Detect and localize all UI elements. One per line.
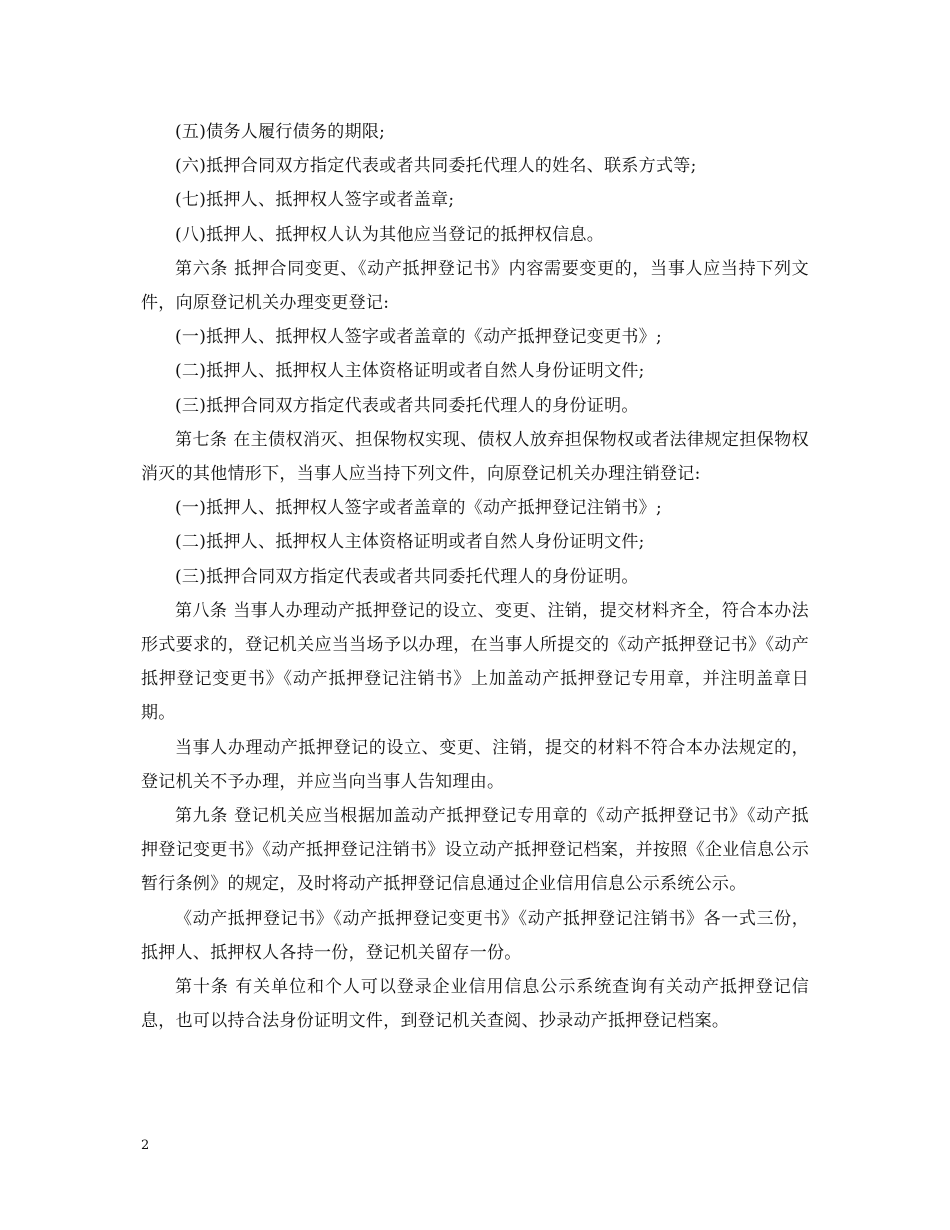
article-7-item-3: (三)抵押合同双方指定代表或者共同委托代理人的身份证明。 [175,566,639,587]
article-9-paragraph-2: 《动产抵押登记书》《动产抵押登记变更书》《动产抵押登记注销书》各一式三份，抵押人、抵押权人各持一份，登记机关留存一份。 [141,908,809,963]
article-8-paragraph-2: 当事人办理动产抵押登记的设立、变更、注销，提交的材料不符合本办法规定的，登记机关不予办理，并应当向当事人告知理由。 [141,737,809,792]
article-7-item-2: (二)抵押人、抵押权人主体资格证明或者自然人身份证明文件; [175,532,645,553]
article-9: 第九条 登记机关应当根据加盖动产抵押登记专用章的《动产抵押登记书》《动产抵押登记变更书》《动产抵押登记注销书》设立动产抵押登记档案，并按照《企业信息公示暂行条例》的规定，及时将动产抵押登记信息通过企业信用信息公示系统公示。 [141,806,809,895]
page-number: 2 [141,1138,150,1153]
paragraph-item-7: (七)抵押人、抵押权人签字或者盖章; [175,190,455,211]
article-10: 第十条 有关单位和个人可以登录企业信用信息公示系统查询有关动产抵押登记信息，也可以持合法身份证明文件，到登记机关查阅、抄录动产抵押登记档案。 [141,977,809,1032]
paragraph-item-5: (五)债务人履行债务的期限; [175,122,386,142]
article-6-item-3: (三)抵押合同双方指定代表或者共同委托代理人的身份证明。 [175,395,639,416]
article-6: 第六条 抵押合同变更、《动产抵押登记书》内容需要变更的，当事人应当持下列文件，向原登记机关办理变更登记: [141,258,809,314]
paragraph-item-6: (六)抵押合同双方指定代表或者共同委托代理人的姓名、联系方式等; [175,156,697,177]
article-8: 第八条 当事人办理动产抵押登记的设立、变更、注销，提交材料齐全，符合本办法形式要求的，登记机关应当当场予以办理，在当事人所提交的《动产抵押登记书》《动产抵押登记变更书》《动产抵押登记注销书》上加盖动产抵押登记专用章，并注明盖章日期。 [141,600,809,724]
article-7-item-1: (一)抵押人、抵押权人签字或者盖章的《动产抵押登记注销书》; [175,498,662,519]
article-7: 第七条 在主债权消灭、担保物权实现、债权人放弃担保物权或者法律规定担保物权消灭的其他情形下，当事人应当持下列文件，向原登记机关办理注销登记: [141,429,809,485]
article-6-item-1: (一)抵押人、抵押权人签字或者盖章的《动产抵押登记变更书》; [175,327,662,348]
paragraph-item-8: (八)抵押人、抵押权人认为其他应当登记的抵押权信息。 [175,224,605,245]
document-body [141,115,809,1038]
article-6-item-2: (二)抵押人、抵押权人主体资格证明或者自然人身份证明文件; [175,361,645,382]
